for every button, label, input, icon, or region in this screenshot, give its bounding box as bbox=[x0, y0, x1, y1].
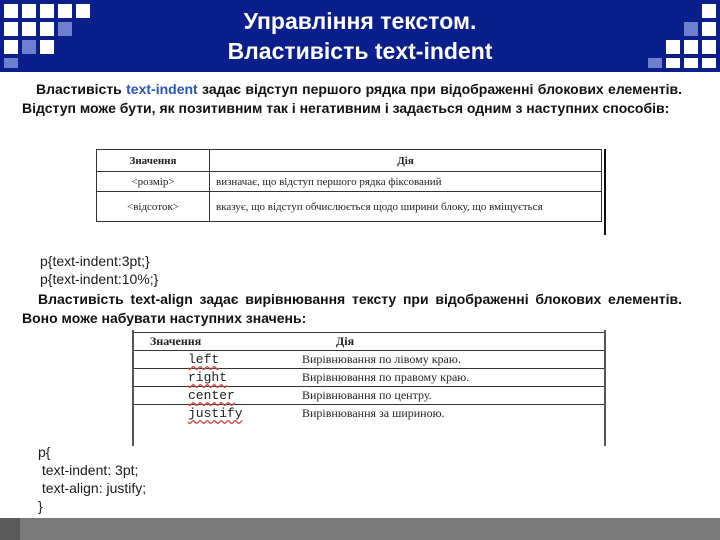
align-keyword: text-align bbox=[130, 291, 193, 307]
indent-row-action: вказує, що відступ обчислюється щодо ширини блоку, що вміщується bbox=[210, 192, 602, 222]
align-action: Вирівнювання за шириною. bbox=[296, 405, 604, 423]
intro-paragraph bbox=[22, 80, 682, 118]
align-paragraph bbox=[22, 290, 682, 328]
indent-header-value: Значення bbox=[97, 150, 210, 172]
indent-table bbox=[96, 149, 602, 222]
decor-square bbox=[22, 4, 36, 18]
align-action: Вирівнювання по центру. bbox=[296, 387, 604, 405]
example-line: p{text-indent:3pt;} bbox=[40, 253, 150, 269]
align-value-right: right bbox=[188, 370, 228, 385]
align-header-action: Дія bbox=[296, 333, 604, 351]
align-header-value: Значення bbox=[134, 333, 296, 351]
decor-square bbox=[4, 4, 18, 18]
footer-bar bbox=[0, 518, 720, 540]
code-line: p{ bbox=[38, 444, 51, 460]
align-action: Вирівнювання по правому краю. bbox=[296, 369, 604, 387]
indent-row-value: <відсоток> bbox=[97, 192, 210, 222]
code-line: text-indent: 3pt; bbox=[38, 462, 139, 478]
slide-header bbox=[0, 0, 720, 72]
decor-square bbox=[702, 58, 716, 68]
decor-square bbox=[648, 58, 662, 68]
align-value-justify: justify bbox=[188, 406, 243, 421]
align-value-center: center bbox=[188, 388, 235, 403]
decor-square bbox=[22, 22, 36, 36]
align-value-left: left bbox=[188, 352, 220, 367]
decor-square bbox=[666, 40, 680, 54]
intro-keyword: text-indent bbox=[126, 81, 198, 97]
decor-square bbox=[40, 40, 54, 54]
decor-square bbox=[702, 22, 716, 36]
decor-square bbox=[684, 58, 698, 68]
intro-text: задає відступ першого рядка при відображенні блокових елементів. Відступ може бути, як позитивним так і негативним і задається одним з наступних способів: bbox=[22, 81, 682, 116]
decor-square bbox=[58, 22, 72, 36]
decor-square bbox=[4, 58, 18, 68]
align-action: Вирівнювання по лівому краю. bbox=[296, 351, 604, 369]
decor-square bbox=[684, 40, 698, 54]
slide-title-line2: Властивість text-indent bbox=[227, 38, 493, 64]
decor-square bbox=[58, 4, 72, 18]
decor-square bbox=[666, 58, 680, 68]
decor-square bbox=[40, 22, 54, 36]
decor-square bbox=[40, 4, 54, 18]
decor-square bbox=[76, 4, 90, 18]
decor-square bbox=[4, 40, 18, 54]
example-line: p{text-indent:10%;} bbox=[40, 271, 159, 287]
decor-square bbox=[684, 22, 698, 36]
decor-square bbox=[22, 40, 36, 54]
footer-accent bbox=[0, 518, 20, 540]
indent-table-wrap bbox=[96, 149, 606, 235]
align-table bbox=[134, 332, 604, 422]
indent-header-action: Дія bbox=[210, 150, 602, 172]
decor-square bbox=[4, 22, 18, 36]
decor-square bbox=[702, 40, 716, 54]
code-line: } bbox=[38, 498, 43, 514]
decor-square bbox=[702, 4, 716, 18]
intro-prefix: Властивість bbox=[36, 81, 127, 97]
align-table-wrap bbox=[132, 330, 606, 446]
code-line: text-align: justify; bbox=[38, 480, 147, 496]
align-text: задає вирівнювання тексту при відображенні блокових елементів. Воно може набувати наступних значень: bbox=[22, 291, 682, 326]
indent-row-action: визначає, що відступ першого рядка фіксований bbox=[210, 172, 602, 192]
align-prefix: Властивість bbox=[38, 291, 131, 307]
indent-row-value: <розмір> bbox=[97, 172, 210, 192]
slide-title-line1: Управління текстом. bbox=[243, 8, 477, 34]
